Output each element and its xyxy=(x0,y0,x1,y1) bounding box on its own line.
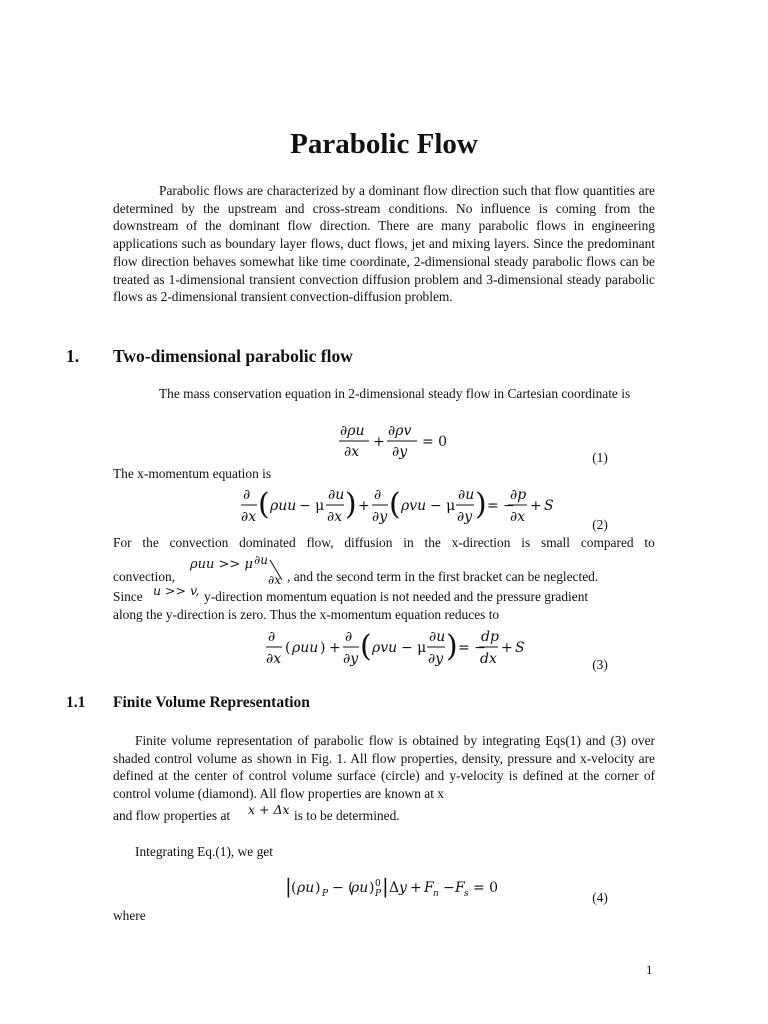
svg-text:ρu: ρu xyxy=(351,880,369,896)
equation-1 xyxy=(335,420,455,462)
svg-text:∂ρv: ∂ρv xyxy=(388,423,412,439)
svg-text:− μ: − μ xyxy=(299,498,325,514)
svg-text:− μ: − μ xyxy=(401,640,427,656)
equation-3-label: (3) xyxy=(592,657,608,672)
finite-volume-paragraph: Finite volume representation of parabolic flow is obtained by integrating Eqs(1) and (3) over shaded control volume as shown in Fig. 1. All flow properties, density, pressure and x-velocity are defined at the center of control volume surface (circle) and y-velocity is defined at the corner of control volume (diamond). All flow properties are known at x xyxy=(113,733,655,802)
svg-text:ρu: ρu xyxy=(297,880,315,896)
svg-text:∂y: ∂y xyxy=(372,509,388,525)
convection-text-line-2-end: , and the second term in the first bracket can be neglected. xyxy=(287,569,599,584)
since-text: Since xyxy=(113,589,143,604)
inline-inequality-uu-mu xyxy=(190,554,300,588)
svg-text:y: y xyxy=(399,880,407,896)
svg-text:s: s xyxy=(464,889,469,899)
svg-text:∂y: ∂y xyxy=(343,651,359,667)
section-1-1-heading: Finite Volume Representation xyxy=(113,694,310,711)
equation-2-label: (2) xyxy=(592,517,608,532)
svg-text:+: + xyxy=(530,498,542,514)
svg-text:∂x: ∂x xyxy=(266,651,282,667)
convection-text-line-4: along the y-direction is zero. Thus the x-momentum equation reduces to xyxy=(113,607,500,622)
svg-text:∂y: ∂y xyxy=(428,651,444,667)
svg-text:): ) xyxy=(475,487,487,522)
intro-paragraph: Parabolic flows are characterized by a dominant flow direction such that flow quantities are determined by the upstream and cross-stream conditions. No influence is coming from the downstream of the dominant flow direction. There are many parabolic flows in engineering applications such as boundary layer flows, duct flows, jet and mixing layers. Since the predominant flow direction behaves somewhat like time coordinate, 2-dimensional steady parabolic flows can be treated as 1-dimensional transient convection diffusion problem and 3-dimensional steady parabolic flows as 2-dimensional transient convection-diffusion problem. xyxy=(113,183,655,305)
svg-text:F: F xyxy=(455,880,465,896)
svg-text:− (: − ( xyxy=(332,880,354,896)
svg-text:P: P xyxy=(375,889,382,899)
svg-text:|: | xyxy=(382,874,389,898)
svg-text:(: ( xyxy=(360,629,372,664)
svg-text:|: | xyxy=(285,874,292,898)
svg-text:S: S xyxy=(515,640,525,656)
svg-text:ρuu: ρuu xyxy=(292,640,319,656)
svg-text:F: F xyxy=(424,880,434,896)
section-1-heading: Two-dimensional parabolic flow xyxy=(113,346,353,366)
svg-text:= −: = − xyxy=(458,640,486,656)
svg-text:): ) xyxy=(369,880,375,896)
section-1-1-number: 1.1 xyxy=(66,694,86,711)
svg-text:+: + xyxy=(358,498,370,514)
section-1-number: 1. xyxy=(66,346,80,366)
svg-text:∂u: ∂u xyxy=(254,553,268,567)
svg-text:∂ρu: ∂ρu xyxy=(340,423,365,439)
convection-text-line-3-end: y-direction momentum equation is not needed and the pressure gradient xyxy=(204,589,589,604)
svg-text:dp: dp xyxy=(481,629,499,645)
equation-4-label: (4) xyxy=(592,890,608,905)
equation-3 xyxy=(265,626,525,672)
svg-text:∂x: ∂x xyxy=(344,444,360,460)
svg-text:dx: dx xyxy=(480,651,497,667)
svg-text:+: + xyxy=(501,640,513,656)
convection-text-line-1: For the convection dominated flow, diffusion in the x-direction is small compared to xyxy=(113,535,655,550)
svg-text:): ) xyxy=(315,880,321,896)
svg-text:(: ( xyxy=(285,640,291,656)
svg-text:= −: = − xyxy=(487,498,515,514)
svg-text:ρvu: ρvu xyxy=(401,498,427,514)
x-momentum-text: The x-momentum equation is xyxy=(113,466,272,481)
page-title: Parabolic Flow xyxy=(290,128,478,160)
integrating-text: Integrating Eq.(1), we get xyxy=(135,844,273,859)
svg-text:): ) xyxy=(320,640,326,656)
mass-conservation-text: The mass conservation equation in 2-dimensional steady flow in Cartesian coordinate is xyxy=(159,386,631,401)
equation-4 xyxy=(285,874,499,902)
inline-x-plus-delta-x: x + Δx xyxy=(248,802,290,817)
svg-text:∂x: ∂x xyxy=(510,509,526,525)
svg-text:∂x: ∂x xyxy=(241,509,257,525)
svg-text:∂y: ∂y xyxy=(392,444,408,460)
equation-2 xyxy=(240,484,554,530)
svg-text:∂u: ∂u xyxy=(458,487,475,503)
svg-text:∂: ∂ xyxy=(268,629,276,645)
svg-text:∂: ∂ xyxy=(243,487,251,503)
svg-text:(: ( xyxy=(258,487,270,522)
svg-text:∂: ∂ xyxy=(374,487,382,503)
svg-text:∂y: ∂y xyxy=(457,509,473,525)
svg-text:): ) xyxy=(345,487,357,522)
svg-text:ρuu: ρuu xyxy=(270,498,297,514)
last-line-end: is to be determined. xyxy=(294,808,400,823)
svg-text:Δ: Δ xyxy=(389,880,400,896)
svg-text:∂u: ∂u xyxy=(328,487,345,503)
svg-text:S: S xyxy=(544,498,554,514)
svg-text:+: + xyxy=(329,640,341,656)
svg-text:∂p: ∂p xyxy=(510,487,527,503)
svg-text:∂x: ∂x xyxy=(327,509,343,525)
svg-text:− μ: − μ xyxy=(430,498,456,514)
equation-1-label: (1) xyxy=(592,450,608,465)
svg-text:−: − xyxy=(443,880,455,896)
svg-text:ρuu >> μ: ρuu >> μ xyxy=(190,557,253,572)
page-number: 1 xyxy=(646,962,653,977)
convection-text-line-2-start: convection, xyxy=(113,569,176,584)
svg-text:0: 0 xyxy=(375,879,381,889)
svg-text:∂u: ∂u xyxy=(429,629,446,645)
svg-text:= 0: = 0 xyxy=(422,434,448,450)
svg-text:(: ( xyxy=(389,487,401,522)
svg-text:+: + xyxy=(373,434,385,450)
where-text: where xyxy=(113,908,146,923)
inline-u-much-greater-v: u >> v, xyxy=(153,583,200,598)
svg-text:): ) xyxy=(446,629,458,664)
svg-text:ρvu: ρvu xyxy=(372,640,398,656)
svg-text:n: n xyxy=(433,889,439,899)
svg-text:∂x: ∂x xyxy=(268,573,281,587)
svg-text:+: + xyxy=(410,880,422,896)
svg-text:P: P xyxy=(322,889,329,899)
svg-text:= 0: = 0 xyxy=(473,880,499,896)
last-line-start: and flow properties at xyxy=(113,808,231,823)
svg-text:∂: ∂ xyxy=(345,629,353,645)
svg-text:(: ( xyxy=(291,880,297,896)
